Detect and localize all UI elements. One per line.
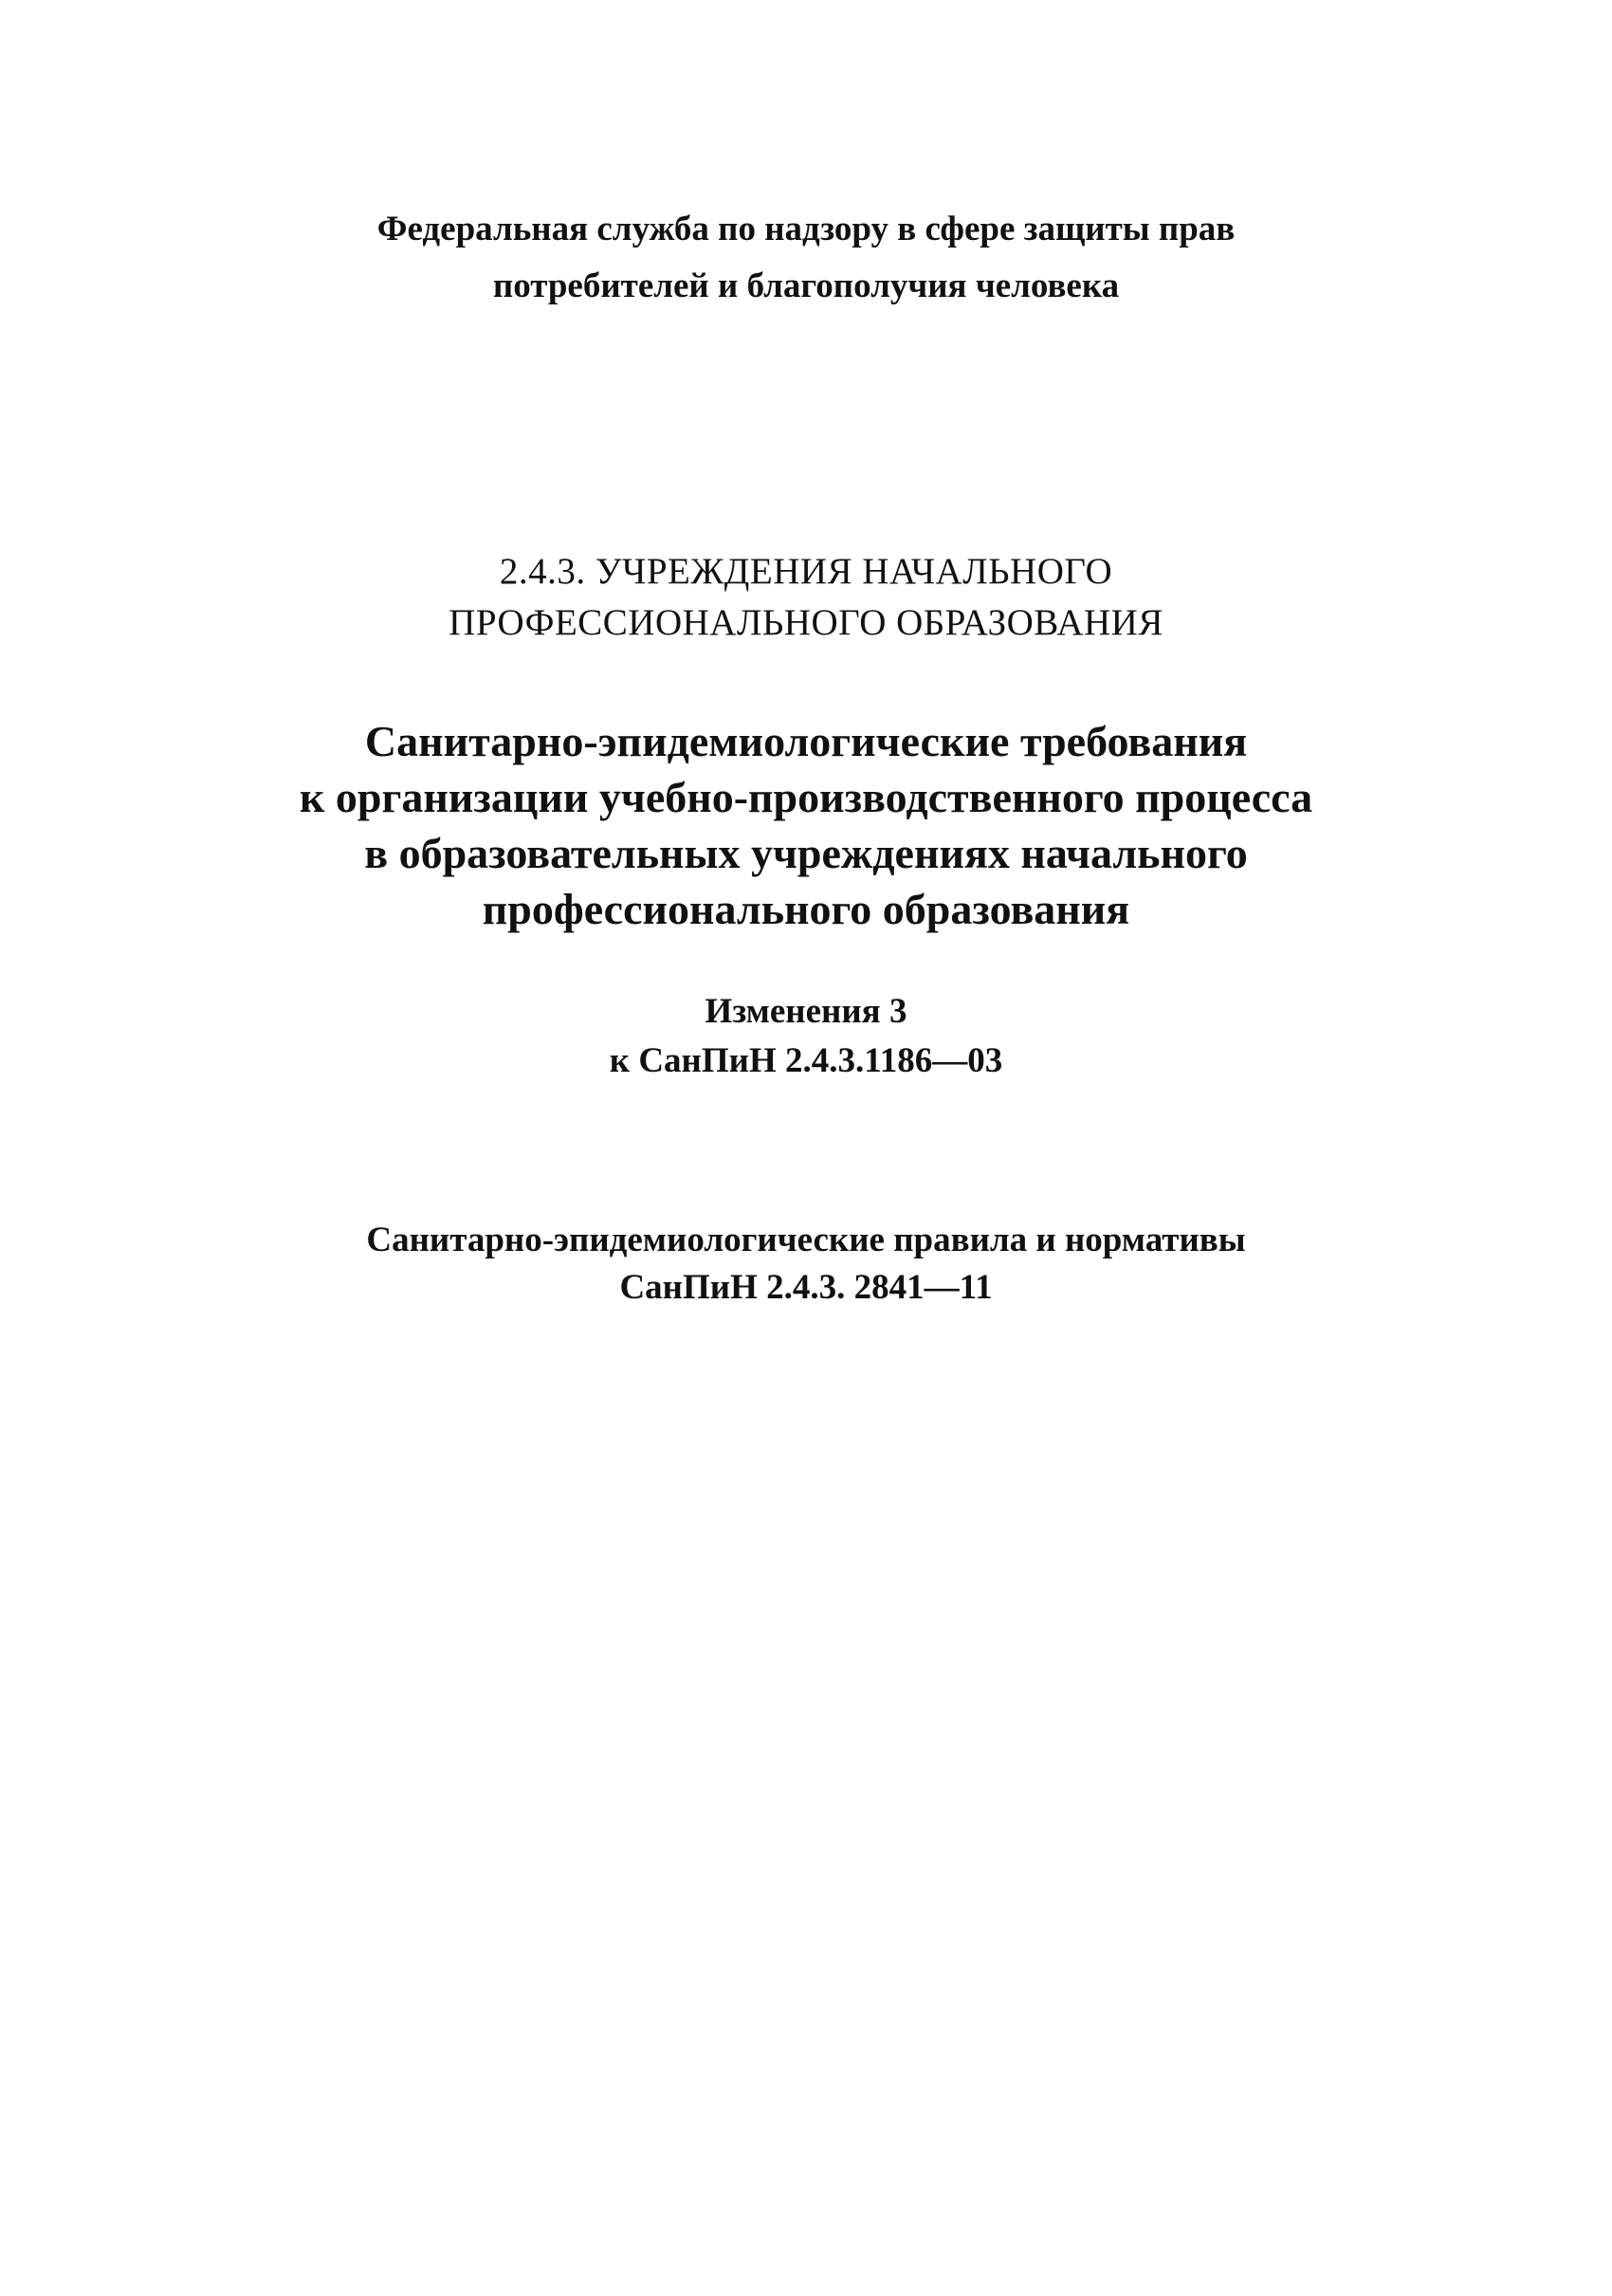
- document-title: [0, 713, 1612, 937]
- amendment-heading: [0, 987, 1612, 1086]
- agency-line-2: потребителей и благополучия человека: [492, 266, 1120, 305]
- title-line-2: к организации учебно-производственного процесса: [299, 773, 1313, 821]
- rules-line-1: Санитарно-эпидемиологические правила и нормативы: [366, 1221, 1246, 1259]
- section-line-2: ПРОФЕССИОНАЛЬНОГО ОБРАЗОВАНИЯ: [449, 602, 1163, 643]
- section-line-1: 2.4.3. УЧРЕЖДЕНИЯ НАЧАЛЬНОГО: [499, 551, 1113, 592]
- title-line-4: профессионального образования: [482, 885, 1130, 933]
- agency-header: [0, 201, 1612, 315]
- amendment-line-2: к СанПиН 2.4.3.1186—03: [609, 1041, 1003, 1080]
- amendment-line-1: Изменения 3: [705, 992, 907, 1031]
- rules-line-2: СанПиН 2.4.3. 2841—11: [619, 1268, 993, 1307]
- agency-line-1: Федеральная служба по надзору в сфере защиты прав: [376, 210, 1236, 248]
- section-heading: [0, 546, 1612, 649]
- title-line-3: в образовательных учреждениях начального: [364, 829, 1248, 877]
- rules-heading: [0, 1217, 1612, 1312]
- title-line-1: Санитарно-эпидемиологические требования: [364, 717, 1248, 765]
